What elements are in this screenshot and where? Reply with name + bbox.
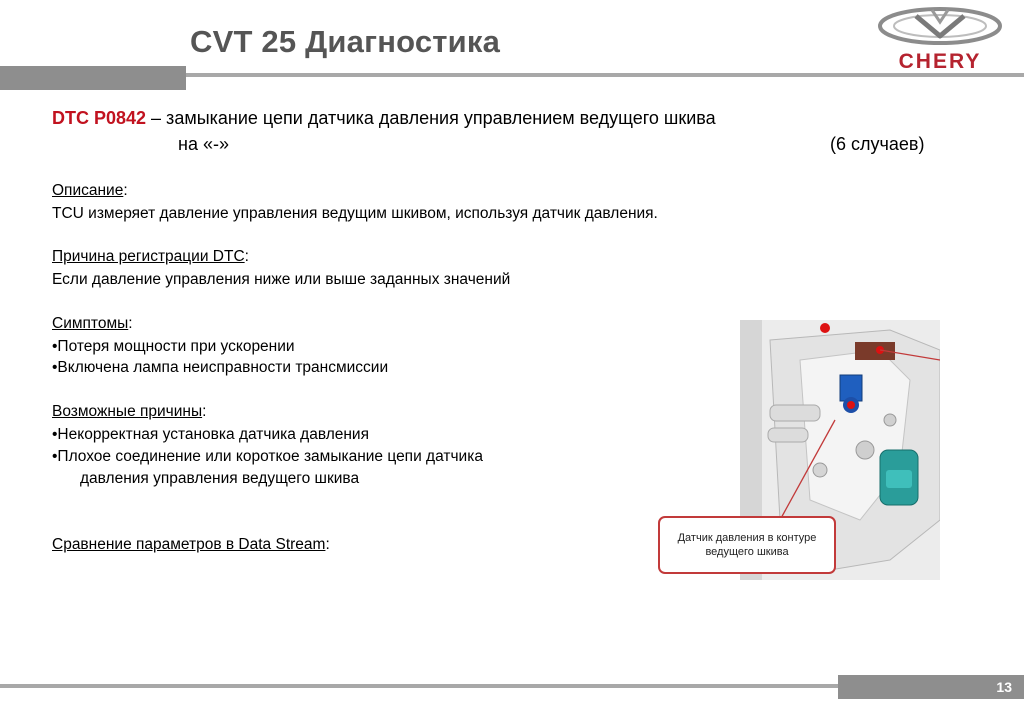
chery-logo [872,6,1008,74]
description-text: TCU измеряет давление управления ведущим шкивом, используя датчик давления. [52,205,658,222]
logo-wordmark: CHERY [898,50,982,73]
symptom-item: •Потеря мощности при ускорении [52,338,295,355]
possible-cause-item-continued: давления управления ведущего шкива [80,470,360,487]
symptom-item: •Включена лампа неисправности трансмиссии [52,359,389,376]
possible-causes-heading: Возможные причины: [52,403,207,420]
cause-text: Если давление управления ниже или выше заданных значений [52,271,511,288]
datastream-heading: Сравнение параметров в Data Stream: [52,536,330,553]
header-accent-bar [0,66,186,90]
symptoms-heading: Симптомы: [52,315,133,332]
chery-emblem-icon [872,6,1008,50]
header-divider [186,73,1024,77]
dtc-description: – замыкание цепи датчика давления управлением ведущего шкива [146,108,716,128]
description-heading: Описание: [52,182,128,199]
page-number: 13 [838,675,1024,699]
dtc-case-count: (6 случаев) [830,134,925,154]
footer-divider [0,684,838,688]
page-title: CVT 25 Диагностика [190,24,501,59]
possible-cause-item: •Некорректная установка датчика давления [52,426,369,443]
cause-heading: Причина регистрации DTC: [52,248,249,265]
dtc-code: DTC P0842 [52,108,147,128]
dtc-description-continued: на «-» [178,134,229,154]
callout-line: Датчик давления в контуре [677,532,817,544]
callout-line: ведущего шкива [705,546,789,558]
possible-cause-item: •Плохое соединение или короткое замыкание цепи датчика [52,448,483,465]
sensor-callout [658,516,836,574]
dtc-title-line [52,108,716,129]
